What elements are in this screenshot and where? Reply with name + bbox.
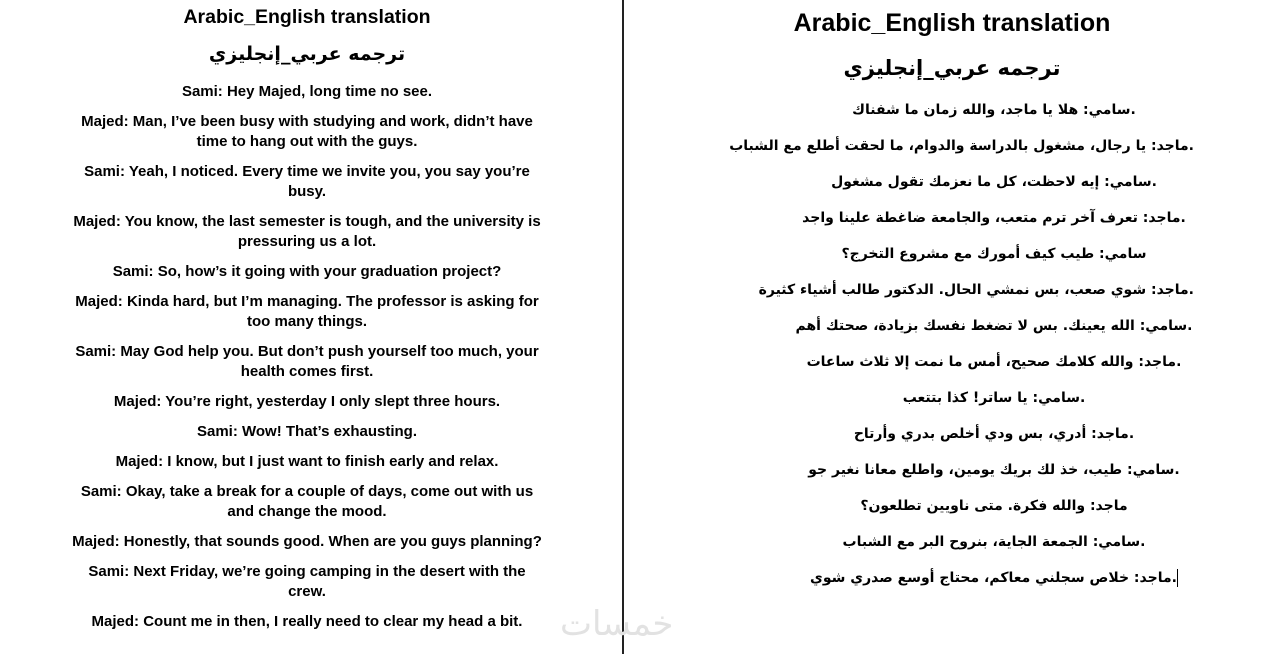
dialogue-line: Majed: Honestly, that sounds good. When are you guys planning?: [72, 533, 542, 550]
dialogue-line: سامي: طيب كيف أمورك مع مشروع التخرج؟: [841, 246, 1147, 262]
dialogue-line: .سامي: هلا يا ماجد، والله زمان ما شفناك: [852, 102, 1136, 118]
document-title: Arabic_English translation: [793, 9, 1111, 37]
watermark-logo: خمسات: [560, 604, 674, 644]
right-document-page: [624, 0, 1280, 654]
dialogue-line: .سامي: يا ساتر! كذا بتتعب: [902, 390, 1086, 406]
document-subtitle-arabic: ترجمه عربي_إنجليزي: [843, 56, 1061, 80]
dialogue-line: .سامي: طيب، خذ لك بريك يومين، واطلع معانا نغير جو: [808, 462, 1180, 478]
dialogue-line: Majed: Count me in then, I really need to clear my head a bit.: [91, 613, 523, 630]
dialogue-line: .ماجد: يا رجال، مشغول بالدراسة والدوام، ما لحقت أطلع مع الشباب: [729, 138, 1194, 154]
dialogue-line: .ماجد: تعرف آخر ترم متعب، والجامعة ضاغطة علينا واجد: [802, 210, 1186, 226]
dialogue-line: Majed: Kinda hard, but I’m managing. The professor is asking for too many things.: [75, 293, 539, 330]
dialogue-line: Sami: So, how’s it going with your graduation project?: [112, 263, 502, 280]
dialogue-line: Sami: Okay, take a break for a couple of days, come out with us and change the mood.: [80, 483, 534, 520]
text-cursor: [1177, 569, 1178, 587]
document-subtitle-arabic: ترجمه عربي_إنجليزي: [208, 43, 406, 65]
dialogue-line: .سامي: الله يعينك. بس لا تضغط نفسك بزيادة، صحتك أهم: [795, 318, 1193, 334]
document-title: Arabic_English translation: [183, 6, 431, 28]
dialogue-line: Majed: You’re right, yesterday I only slept three hours.: [113, 393, 501, 410]
dialogue-line: Majed: I know, but I just want to finish early and relax.: [115, 453, 499, 470]
dialogue-line: Majed: Man, I’ve been busy with studying and work, didn’t have time to hang out with the guys.: [81, 113, 533, 150]
left-document-page: [0, 0, 622, 654]
dialogue-line-last: [794, 568, 1194, 604]
dialogue-line: Sami: Yeah, I noticed. Every time we invite you, you say you’re busy.: [84, 163, 530, 200]
dialogue-line: ماجد: والله فكرة. متى ناويين تطلعون؟: [860, 498, 1128, 514]
dialogue-line: .ماجد: شوي صعب، بس نمشي الحال. الدكتور طالب أشياء كثيرة: [758, 282, 1194, 298]
dialogue-line: Sami: Wow! That’s exhausting.: [196, 423, 418, 440]
dialogue-line-text: .ماجد: خلاص سجلني معاكم، محتاج أوسع صدري شوي: [810, 570, 1177, 586]
dialogue-line: Sami: May God help you. But don’t push yourself too much, your health comes first.: [75, 343, 539, 380]
dialogue-english: [70, 82, 544, 642]
dialogue-line: .ماجد: والله كلامك صحيح، أمس ما نمت إلا ثلاث ساعات: [806, 354, 1182, 370]
dialogue-line: Majed: You know, the last semester is tough, and the university is pressuring us a lot.: [73, 213, 541, 250]
dialogue-arabic[interactable]: [729, 100, 1194, 604]
dialogue-line: .سامي: الجمعة الجاية، بنروح البر مع الشباب: [842, 534, 1146, 550]
dialogue-line: Sami: Next Friday, we’re going camping in the desert with the crew.: [88, 563, 526, 600]
dialogue-line: .ماجد: أدري، بس ودي أخلص بدري وأرتاح: [853, 426, 1135, 442]
dialogue-line: Sami: Hey Majed, long time no see.: [181, 83, 433, 100]
dialogue-line: .سامي: إيه لاحظت، كل ما نعزمك تقول مشغول: [831, 174, 1157, 190]
